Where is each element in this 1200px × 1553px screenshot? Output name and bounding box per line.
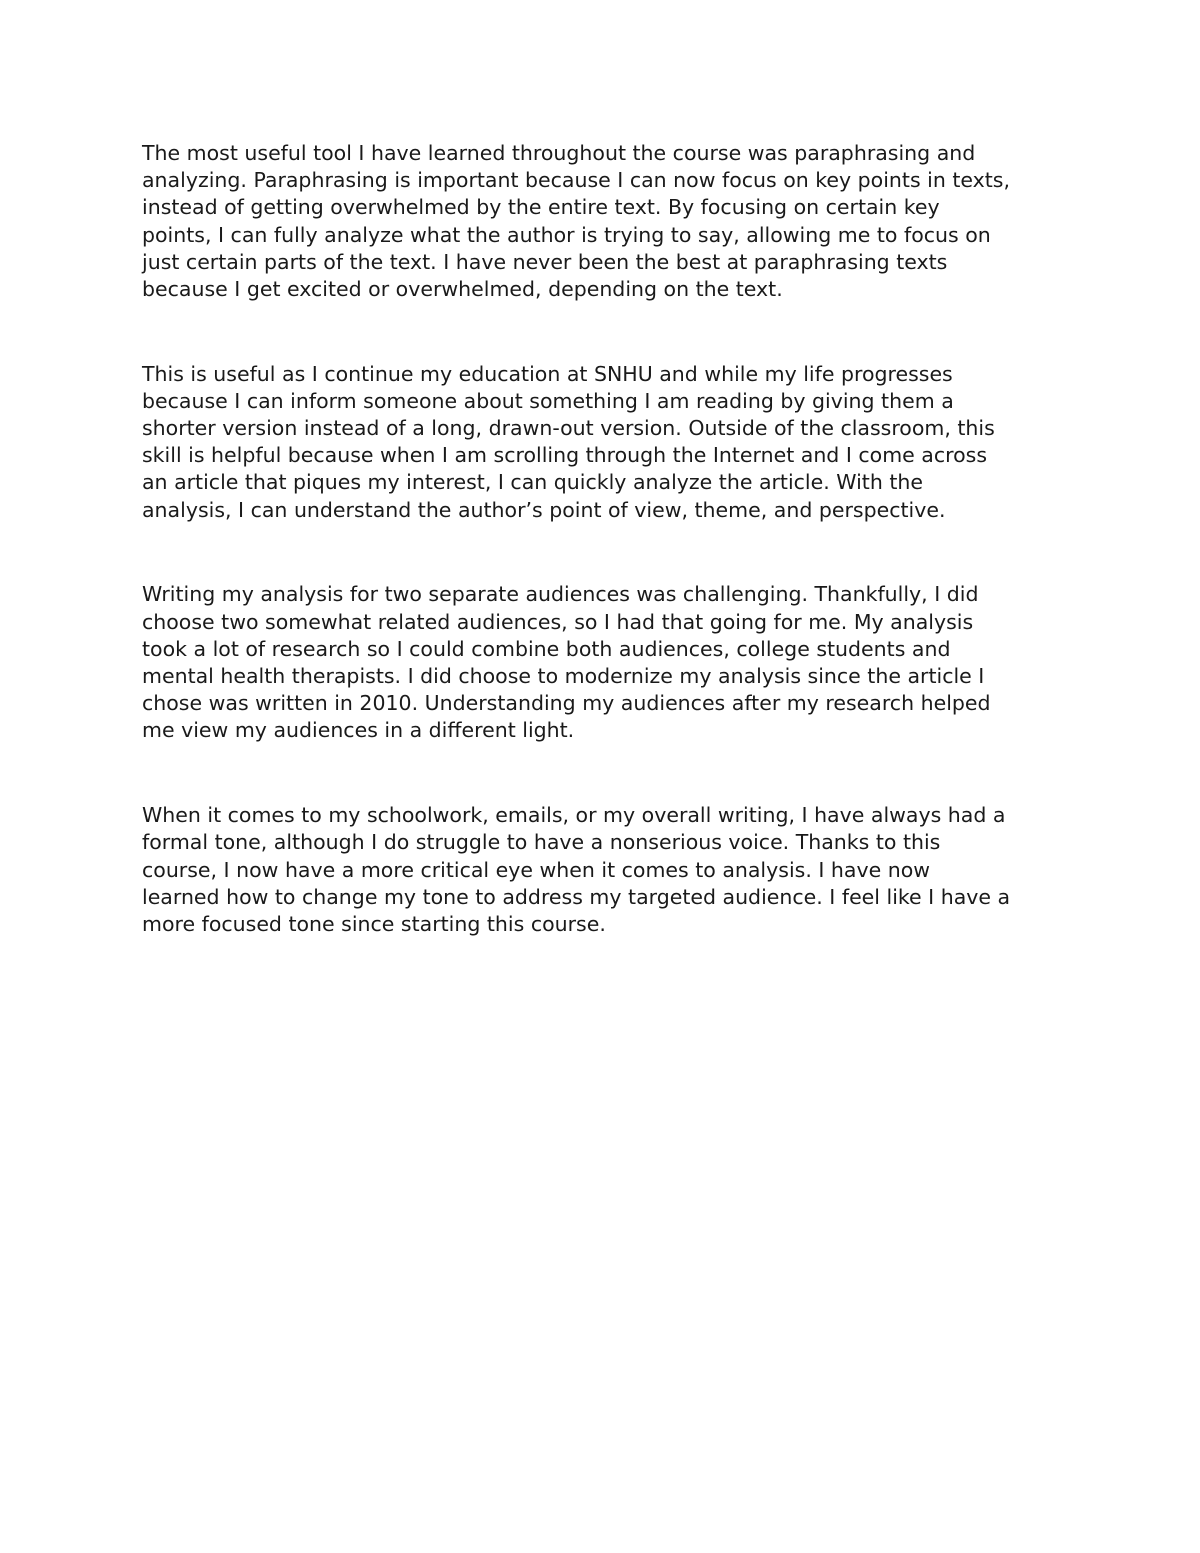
paragraph-line: an article that piques my interest, I can quickly analyze the article. With the [142,470,923,495]
paragraph-line: just certain parts of the text. I have never been the best at paraphrasing texts [142,249,948,274]
paragraph-line: learned how to change my tone to address my targeted audience. I feel like I have a [142,884,1011,909]
paragraph-line: skill is helpful because when I am scrolling through the Internet and I come across [142,443,988,468]
paragraph-line: course, I now have a more critical eye when it comes to analysis. I have now [142,857,931,882]
paragraph-1 [142,140,1072,303]
paragraph-line: This is useful as I continue my education at SNHU and while my life progresses [142,361,953,386]
paragraph-line: analyzing. Paraphrasing is important because I can now focus on key points in texts, [142,168,1011,193]
paragraph-line: instead of getting overwhelmed by the entire text. By focusing on certain key [142,195,940,220]
paragraph-2 [142,361,1072,524]
paragraph-line: The most useful tool I have learned throughout the course was paraphrasing and [142,141,976,165]
paragraph-spacer [142,745,1072,803]
paragraph-4 [142,802,1072,938]
paragraph-line: me view my audiences in a different light. [142,718,575,743]
paragraph-3 [142,581,1072,744]
paragraph-line: When it comes to my schoolwork, emails, or my overall writing, I have always had a [142,803,1006,828]
paragraph-line: formal tone, although I do struggle to have a nonserious voice. Thanks to this [142,830,941,855]
paragraph-spacer [142,303,1072,361]
paragraph-line: chose was written in 2010. Understanding my audiences after my research helped [142,691,991,716]
paragraph-line: because I get excited or overwhelmed, depending on the text. [142,276,783,301]
document-body [142,140,1072,938]
paragraph-line: shorter version instead of a long, drawn-out version. Outside of the classroom, this [142,416,995,441]
paragraph-line: choose two somewhat related audiences, so I had that going for me. My analysis [142,609,974,634]
paragraph-line: more focused tone since starting this course. [142,911,606,936]
paragraph-line: took a lot of research so I could combine both audiences, college students and [142,636,951,661]
paragraph-line: Writing my analysis for two separate audiences was challenging. Thankfully, I did [142,582,979,607]
paragraph-spacer [142,524,1072,582]
paragraph-line: points, I can fully analyze what the author is trying to say, allowing me to focus on [142,222,991,247]
paragraph-line: because I can inform someone about something I am reading by giving them a [142,388,954,413]
paragraph-line: mental health therapists. I did choose to modernize my analysis since the article I [142,664,985,688]
paragraph-line: analysis, I can understand the author’s point of view, theme, and perspective. [142,497,946,522]
